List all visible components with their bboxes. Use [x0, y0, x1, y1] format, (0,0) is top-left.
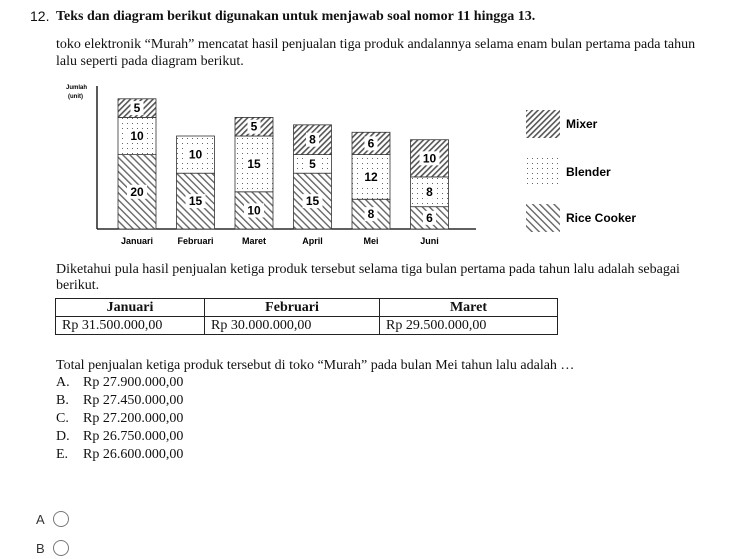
legend-swatch-blender [526, 158, 560, 186]
legend-swatch-rice-cooker [526, 204, 560, 232]
data-label: 8 [309, 132, 316, 147]
option-item [56, 446, 183, 464]
question-title: Teks dan diagram berikut digunakan untuk menjawab soal nomor 11 hingga 13. [56, 9, 536, 24]
option-text: Rp 27.450.000,00 [83, 393, 184, 408]
sales-cell: Rp 31.500.000,00 [56, 317, 205, 335]
legend-label: Rice Cooker [566, 211, 637, 225]
option-item [56, 392, 183, 410]
x-tick-label: Februari [177, 236, 214, 246]
y-axis-unit: (unit) [68, 94, 83, 100]
y-axis-label: Jumlah [66, 85, 88, 91]
data-label: 8 [426, 184, 433, 199]
question-number: 12. [30, 8, 50, 24]
sales-table-row [56, 317, 558, 335]
option-letter: D. [56, 429, 70, 444]
answer-choice-b[interactable] [36, 540, 69, 556]
data-label: 10 [130, 129, 144, 143]
data-label: 10 [188, 147, 203, 162]
radio-button-a[interactable] [53, 511, 69, 527]
data-label: 8 [367, 207, 375, 222]
option-letter: E. [56, 447, 69, 462]
data-label: 5 [309, 156, 316, 171]
x-tick-label: Mei [363, 236, 379, 246]
data-label: 5 [250, 119, 258, 134]
data-label: 12 [364, 169, 378, 184]
question-prompt: Total penjualan ketiga produk tersebut di toko “Murah” pada bulan Mei tahun lalu adalah … [56, 358, 575, 373]
option-text: Rp 27.900.000,00 [83, 375, 184, 390]
legend-label: Blender [566, 165, 611, 179]
sales-header: Februari [205, 299, 380, 317]
option-item [56, 428, 183, 446]
option-letter: A. [56, 375, 70, 390]
followup-text: Diketahui pula hasil penjualan ketiga produk tersebut selama tiga bulan pertama pada tahun lalu adalah sebagai berikut. [56, 262, 680, 293]
answer-choice-a[interactable] [36, 511, 69, 527]
legend-swatch-mixer [526, 110, 560, 138]
sales-cell: Rp 29.500.000,00 [380, 317, 558, 335]
option-letter: C. [56, 411, 69, 426]
data-label: 10 [247, 203, 261, 218]
stacked-bar-chart [56, 82, 656, 252]
option-list [56, 374, 183, 464]
data-label: 6 [367, 136, 375, 151]
sales-table-header-row [56, 299, 558, 317]
option-text: Rp 26.750.000,00 [83, 429, 184, 444]
option-item [56, 374, 183, 392]
x-tick-label: April [302, 236, 323, 246]
sales-table [55, 298, 558, 335]
option-letter: B. [56, 393, 69, 408]
data-label: 5 [133, 101, 141, 116]
data-label: 10 [422, 151, 437, 166]
sales-header: Januari [56, 299, 205, 317]
data-label: 6 [426, 210, 433, 225]
data-label: 15 [305, 194, 320, 209]
answer-label: B [36, 540, 45, 556]
option-item [56, 410, 183, 428]
question-intro: toko elektronik “Murah” mencatat hasil penjualan tiga produk andalannya selama enam bulan pertama pada tahun lalu seperti pada diagram berikut. [56, 37, 696, 69]
sales-cell: Rp 30.000.000,00 [205, 317, 380, 335]
data-label: 15 [247, 156, 261, 171]
legend-label: Mixer [566, 117, 598, 131]
x-tick-label: Januari [120, 236, 154, 246]
x-tick-label: Juni [420, 236, 439, 246]
data-label: 20 [130, 184, 144, 199]
sales-header: Maret [380, 299, 558, 317]
option-text: Rp 27.200.000,00 [83, 411, 184, 426]
data-label: 15 [188, 194, 203, 209]
radio-button-b[interactable] [53, 540, 69, 556]
x-tick-label: Maret [241, 236, 267, 246]
option-text: Rp 26.600.000,00 [83, 447, 184, 462]
answer-label: A [36, 511, 45, 527]
